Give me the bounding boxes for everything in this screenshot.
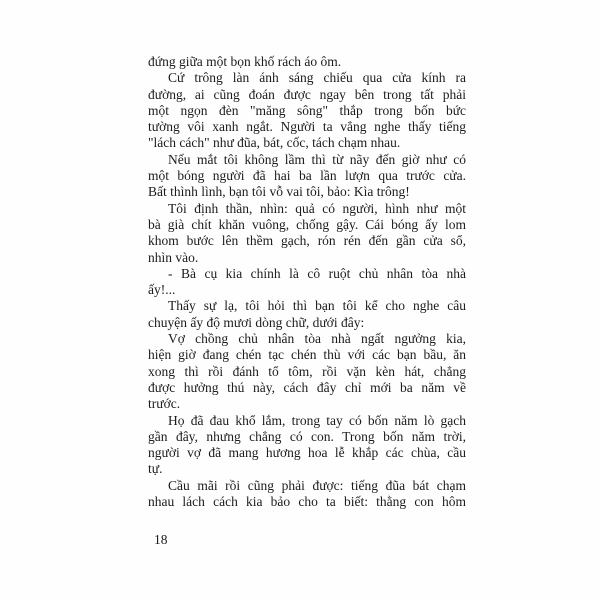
text-line: một ngọn đèn "măng sông" thắp trong bốn bức — [148, 102, 466, 118]
text-line: gần đây, nhưng chẳng có con. Trong bốn năm trời, — [148, 428, 466, 444]
text-line: chuyện ấy độ mươi dòng chữ, dưới đây: — [148, 314, 365, 330]
text-line: tự. — [148, 461, 163, 477]
text-line: bà già chít khăn vuông, chống gậy. Cái bóng ấy lom — [148, 216, 466, 232]
text-line: Tôi định thần, nhìn: quả có người, hình như một — [168, 200, 466, 216]
text-line: người vợ đã mang hương hoa lễ khắp các chùa, cầu — [148, 445, 466, 461]
page-text — [148, 54, 466, 510]
text-line: Vợ chồng chủ nhân tòa nhà ngất ngưởng kia, — [168, 331, 466, 347]
text-line: Thấy sự lạ, tôi hỏi thì bạn tôi kể cho nghe câu — [168, 298, 466, 314]
text-line: được hưởng thú này, cách đây chỉ mới ba năm về — [148, 379, 466, 395]
text-line: xong thì rồi đánh tổ tôm, rồi vặn kèn hát, chẳng — [148, 363, 466, 379]
text-line: - Bà cụ kia chính là cô ruột chủ nhân tòa nhà — [168, 265, 466, 281]
text-line: trước. — [148, 396, 181, 412]
text-line: nhau lách cách kia bảo cho ta biết: thằng con hôm — [148, 494, 466, 510]
text-line: ấy!... — [148, 282, 176, 298]
text-line: Họ đã đau khổ lắm, trong tay có bốn năm lò gạch — [168, 412, 466, 428]
text-line: khom bước lên thềm gạch, rón rén đến gần cửa sổ, — [148, 233, 466, 249]
text-line: tường vôi xanh ngắt. Người ta vẳng nghe thấy tiếng — [148, 119, 466, 135]
text-line: một bóng người đã hai ba lần lượn qua trước cửa. — [148, 168, 466, 184]
text-line: Cầu mãi rồi cũng phải được: tiếng đũa bát chạm — [168, 477, 466, 493]
text-line: hiện giờ đang chén tạc chén thù với các bạn bầu, ăn — [148, 347, 466, 363]
text-line: Nếu mắt tôi không lầm thì từ nãy đến giờ như có — [168, 151, 466, 167]
text-line: nhìn vào. — [148, 249, 199, 265]
text-line: đường, ai cũng đoán được ngay bên trong tất phải — [148, 86, 466, 102]
text-line: Cứ trông làn ánh sáng chiếu qua cửa kính ra — [168, 70, 466, 86]
text-line: Bất thình lình, bạn tôi vỗ vai tôi, bảo: Kìa trông! — [148, 184, 410, 200]
page-number: 18 — [154, 532, 168, 547]
text-line: đứng giữa một bọn khố rách áo ôm. — [148, 54, 342, 69]
text-line: "lách cách" như đũa, bát, cốc, tách chạm nhau. — [148, 135, 401, 151]
